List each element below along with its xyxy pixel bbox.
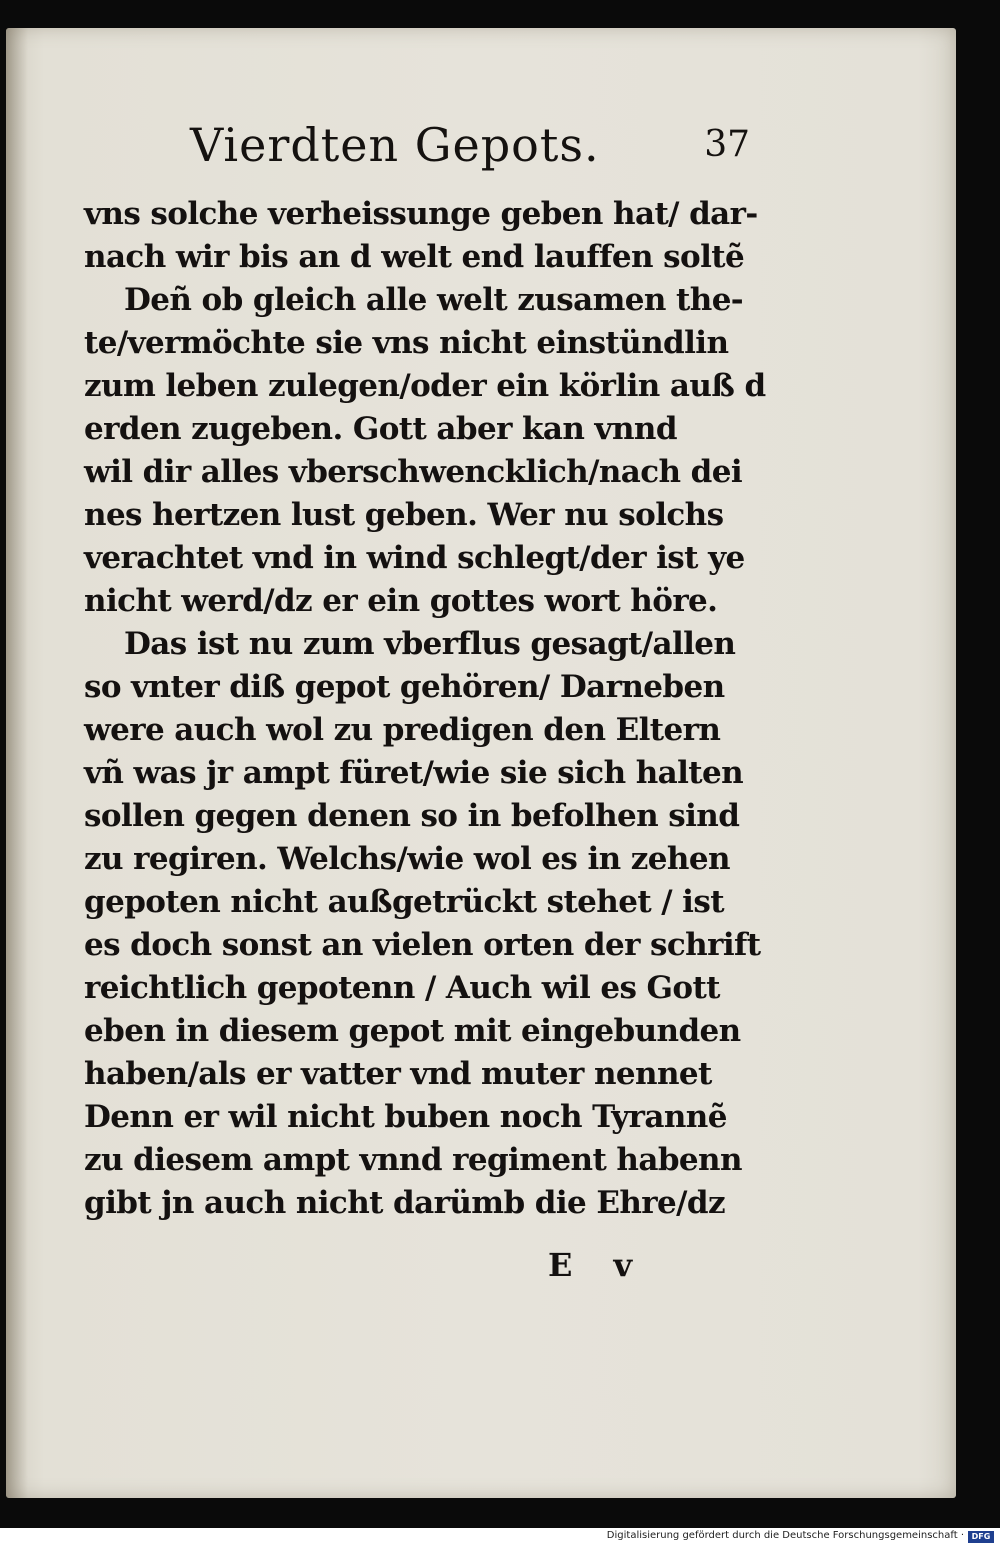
text-line: were auch wol zu predigen den Eltern (84, 712, 721, 748)
text-line: gepoten nicht außgetrückt stehet / ist (84, 884, 724, 920)
text-line: zu regiren. Welchs/wie wol es in zehen (84, 841, 730, 877)
text-line: vñ was jr ampt füret/wie sie sich halten (84, 755, 744, 791)
text-line: nes hertzen lust geben. Wer nu solchs (84, 497, 724, 533)
page-header (150, 118, 750, 188)
text-line: eben in diesem gepot mit eingebunden (84, 1013, 741, 1049)
text-line: verachtet vnd in wind schlegt/der ist ye (84, 540, 745, 576)
text-line: nach wir bis an d welt end lauffen soltẽ (84, 239, 745, 275)
page-gutter-shadow (6, 28, 28, 1498)
text-line: wil dir alles vberschwencklich/nach dei (84, 454, 743, 490)
text-line: sollen gegen denen so in befolhen sind (84, 798, 740, 834)
text-line: Das ist nu zum vberflus gesagt/allen (124, 626, 736, 662)
text-line: nicht werd/dz er ein gottes wort höre. (84, 583, 718, 619)
text-line: reichtlich gepotenn / Auch wil es Gott (84, 970, 720, 1006)
body-text (84, 193, 766, 1225)
dfg-logo-icon: DFG (968, 1531, 994, 1543)
text-line: Deñ ob gleich alle welt zusamen the- (124, 282, 744, 318)
text-line: zum leben zulegen/oder ein körlin auß d (84, 368, 766, 404)
folio-number: 37 (704, 124, 750, 165)
text-line: es doch sonst an vielen orten der schrift (84, 927, 761, 963)
text-line: vns solche verheissunge geben hat/ dar- (84, 196, 758, 232)
text-line: gibt jn auch nicht darümb die Ehre/dz (84, 1185, 725, 1221)
text-line: zu diesem ampt vnnd regiment habenn (84, 1142, 742, 1178)
text-line: erden zugeben. Gott aber kan vnnd (84, 411, 677, 447)
running-head: Vierdten Gepots. (190, 118, 600, 172)
text-line: te/vermöchte sie vns nicht einstündlin (84, 325, 729, 361)
funding-credit: Digitalisierung gefördert durch die Deutsche Forschungsgemeinschaft · (606, 1530, 964, 1541)
text-line: so vnter diß gepot gehören/ Darneben (84, 669, 725, 705)
footer-bar (0, 1528, 1000, 1547)
text-line: Denn er wil nicht buben noch Tyrannẽ (84, 1099, 727, 1135)
signature-mark: E v (548, 1246, 633, 1284)
text-line: haben/als er vatter vnd muter nennet (84, 1056, 712, 1092)
